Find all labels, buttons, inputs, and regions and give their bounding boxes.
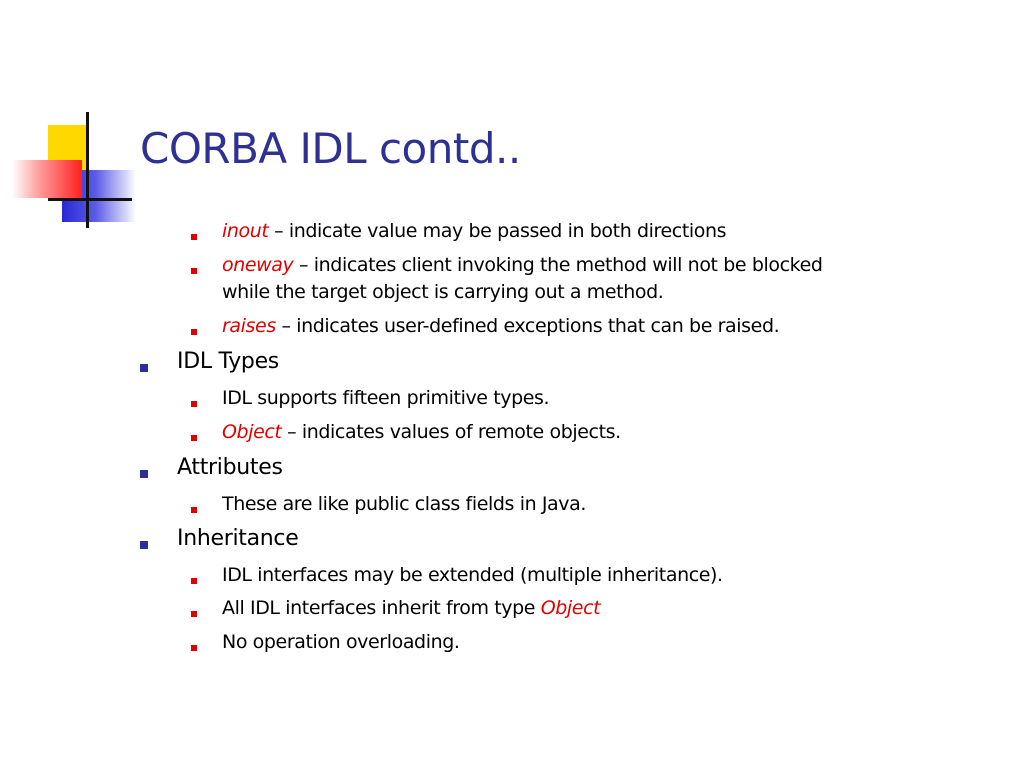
- bullet-level2-icon: [191, 645, 197, 651]
- bullet-level2-icon: [191, 578, 197, 584]
- bullet-level2-icon: [191, 268, 197, 274]
- bullet-level1-icon: [140, 364, 148, 372]
- logo-red-square: [12, 160, 82, 198]
- list-item: [222, 597, 600, 619]
- keyword: oneway: [222, 254, 294, 276]
- section-heading: Inheritance: [177, 526, 299, 551]
- bullet-level1-icon: [140, 541, 148, 549]
- list-item: [222, 254, 823, 276]
- item-text: – indicate value may be passed in both directions: [268, 220, 727, 242]
- list-item-continuation: while the target object is carrying out a method.: [222, 281, 664, 303]
- list-item: IDL interfaces may be extended (multiple inheritance).: [222, 564, 723, 586]
- list-item: These are like public class fields in Java.: [222, 493, 587, 515]
- item-text: All IDL interfaces inherit from type: [222, 597, 541, 619]
- item-text: – indicates user-defined exceptions that can be raised.: [275, 315, 780, 337]
- keyword: raises: [222, 315, 276, 337]
- section-heading: IDL Types: [177, 349, 279, 374]
- section-heading: Attributes: [177, 455, 283, 480]
- list-item: IDL supports fifteen primitive types.: [222, 387, 550, 409]
- keyword: Object: [540, 597, 601, 619]
- slide-logo-decoration: [0, 0, 160, 240]
- logo-horizontal-line: [48, 198, 132, 201]
- bullet-level2-icon: [191, 401, 197, 407]
- slide-title: CORBA IDL contd..: [140, 124, 521, 173]
- item-text: – indicates client invoking the method will not be blocked: [293, 254, 823, 276]
- bullet-level2-icon: [191, 507, 197, 513]
- item-text: – indicates values of remote objects.: [281, 421, 621, 443]
- list-item: [222, 315, 779, 337]
- list-item: [222, 421, 621, 443]
- bullet-level2-icon: [191, 435, 197, 441]
- bullet-level2-icon: [191, 611, 197, 617]
- bullet-level2-icon: [191, 329, 197, 335]
- bullet-level1-icon: [140, 470, 148, 478]
- logo-vertical-line: [86, 112, 89, 228]
- keyword: inout: [222, 220, 269, 242]
- keyword: Object: [222, 421, 282, 443]
- list-item: [222, 220, 726, 242]
- bullet-level2-icon: [191, 234, 197, 240]
- list-item: No operation overloading.: [222, 631, 460, 653]
